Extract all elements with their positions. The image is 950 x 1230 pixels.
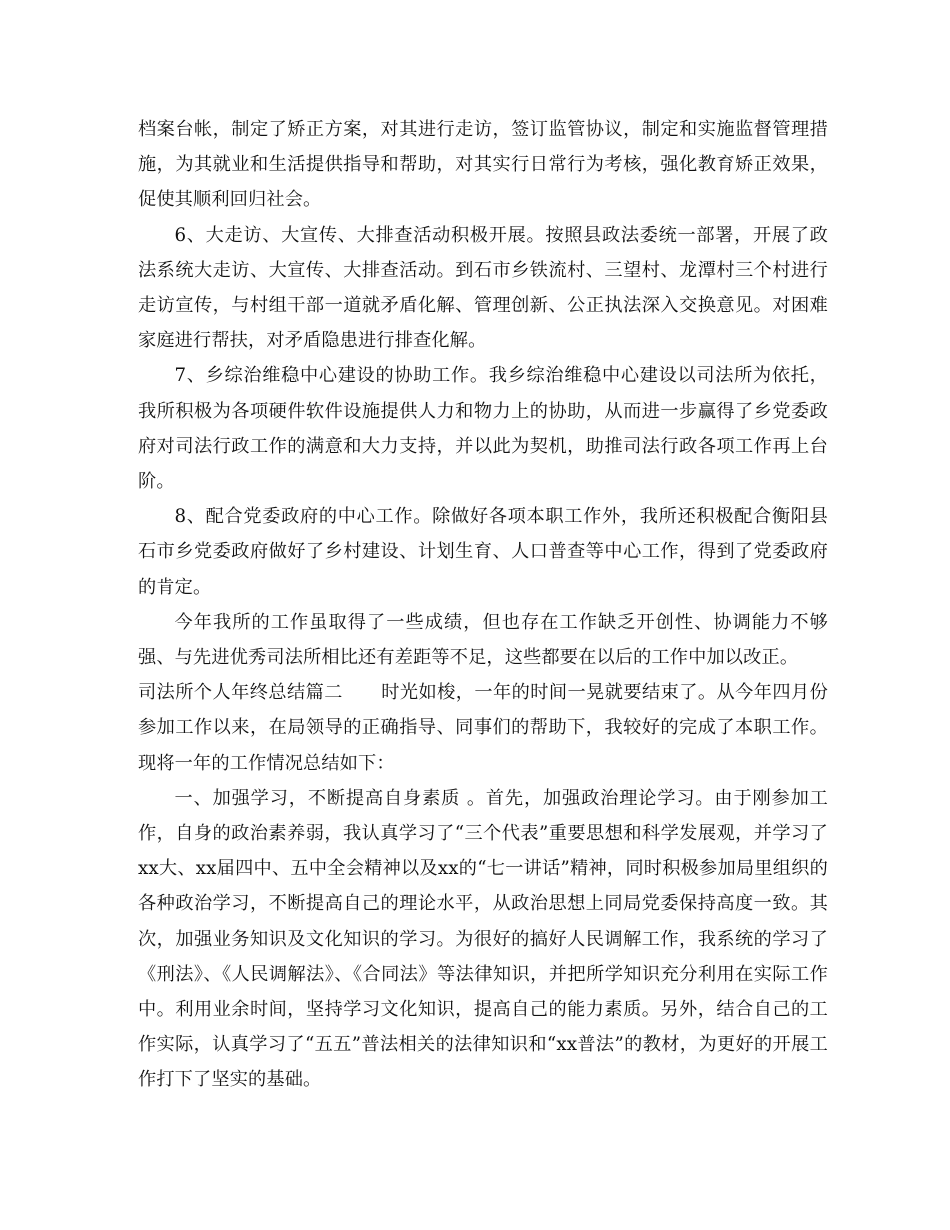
- paragraph-6-text: 时光如梭，一年的时间一晃就要结束了。从今年四月份参加工作以来，在局领导的正确指导、同事们的帮助下，我较好的完成了本职工作。现将一年的工作情况总结如下：: [138, 682, 828, 774]
- paragraph-6: [138, 675, 828, 781]
- paragraph-4: 8、配合党委政府的中心工作。除做好各项本职工作外，我所还积极配合衡阳县石市乡党委政府做好了乡村建设、计划生育、人口普查等中心工作，得到了党委政府的肯定。: [138, 506, 828, 598]
- document-body: [138, 112, 828, 1098]
- section-heading: 司法所个人年终总结篇二: [138, 682, 343, 704]
- paragraph-5: 今年我所的工作虽取得了一些成绩，但也存在工作缺乏开创性、协调能力不够强、与先进优秀司法所相比还有差距等不足，这些都要在以后的工作中加以改正。: [138, 611, 828, 669]
- paragraph-3: 7、乡综治维稳中心建设的协助工作。我乡综治维稳中心建设以司法所为依托，我所积极为各项硬件软件设施提供人力和物力上的协助，从而进一步赢得了乡党委政府对司法行政工作的满意和大力支持，并以此为契机，助推司法行政各项工作再上台阶。: [138, 365, 828, 493]
- paragraph-1: 档案台帐，制定了矫正方案，对其进行走访，签订监管协议，制定和实施监督管理措施，为其就业和生活提供指导和帮助，对其实行日常行为考核，强化教育矫正效果，促使其顺利回归社会。: [138, 119, 828, 211]
- paragraph-2: 6、大走访、大宣传、大排查活动积极开展。按照县政法委统一部署，开展了政法系统大走访、大宣传、大排查活动。到石市乡铁流村、三望村、龙潭村三个村进行走访宣传，与村组干部一道就矛盾化解、管理创新、公正执法深入交换意见。对困难家庭进行帮扶，对矛盾隐患进行排查化解。: [138, 224, 828, 352]
- paragraph-7: 一、加强学习，不断提高自身素质 。首先，加强政治理论学习。由于刚参加工作，自身的政治素养弱，我认真学习了“三个代表”重要思想和科学发展观，并学习了xx大、xx届四中、五中全会精神以及xx的“七一讲话”精神，同时积极参加局里组织的各种政治学习，不断提高自己的理论水平，从政治思想上同局党委保持高度一致。其次，加强业务知识及文化知识的学习。为很好的搞好人民调解工作，我系统的学习了《刑法》、《人民调解法》、《合同法》等法律知识，并把所学知识充分利用在实际工作中。利用业余时间，坚持学习文化知识，提高自己的能力素质。另外，结合自己的工作实际，认真学习了“五五”普法相关的法律知识和“xx普法”的教材，为更好的开展工作打下了坚实的基础。: [138, 787, 828, 1091]
